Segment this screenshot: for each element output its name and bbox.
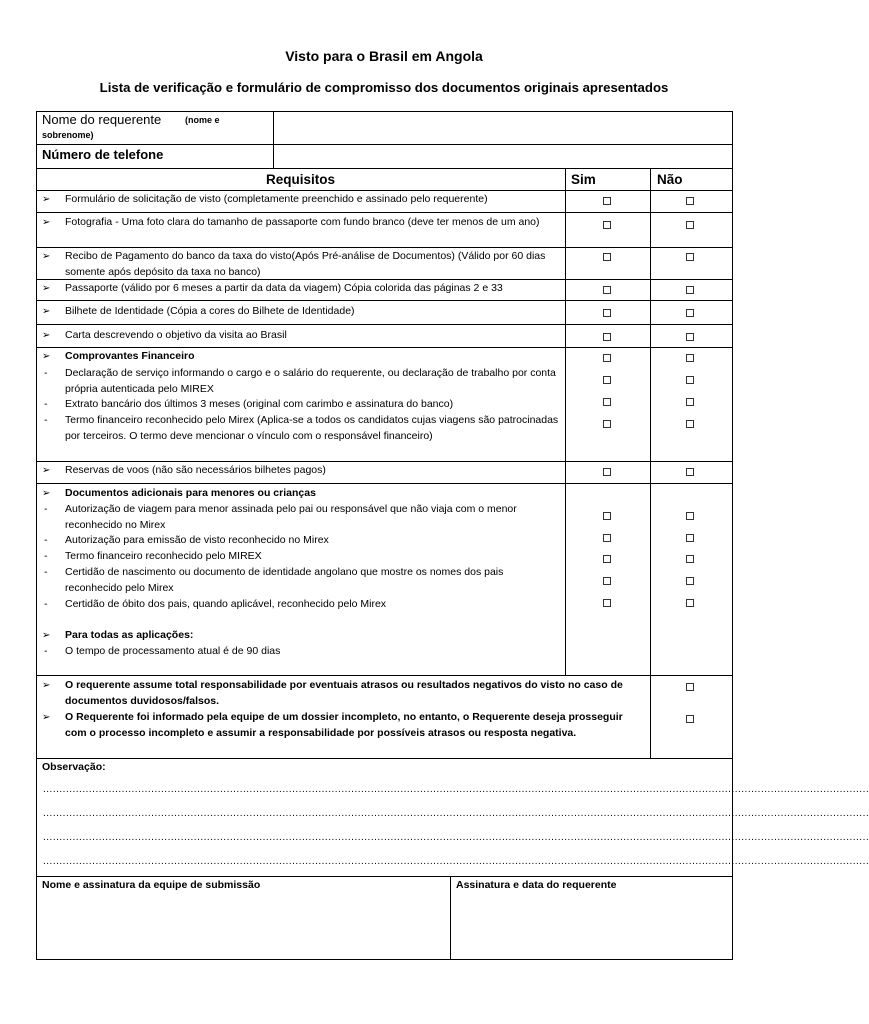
yes-checkbox[interactable] [603,398,611,406]
team-signature-field[interactable] [38,895,448,958]
no-checkbox[interactable] [686,197,694,205]
financial-item-1: Declaração de serviço informando o cargo e o salário do requerente, ou declaração de trabalho por conta própria autenticada pelo MIREX [65,367,556,395]
minors-item-2: Autorização para emissão de visto reconhecido no Mirex [65,534,329,546]
yes-checkbox[interactable] [603,221,611,229]
item-receipt: Recibo de Pagamento do banco da taxa do visto(Após Pré-análise de Documentos) (Válido por 60 dias somente após depósito da taxa no banco) [65,250,546,278]
yes-checkbox[interactable] [603,599,611,607]
commitment-2: O Requerente foi informado pela equipe de um dossier incompleto, no entanto, o Requerente deseja prosseguir com o processo incompleto e assumir a responsabilidade por possíveis atrasos ou resposta negativa. [65,711,623,739]
no-checkbox[interactable] [686,221,694,229]
minors-item-4: Certidão de nascimento ou documento de identidade angolano que mostre os nomes dos pais reconhecido pelo Mirex [65,566,504,594]
yes-checkbox[interactable] [603,420,611,428]
observation-line[interactable]: ............................................................................................................................................................................................................................................................ [43,832,869,843]
dash-bullet: - [44,534,48,546]
row-divider [36,324,733,325]
applicant-name-label: Nome do requerente [42,112,162,127]
phone-label: Número de telefone [42,147,164,162]
row-divider [36,876,733,877]
row-divider [36,483,733,484]
all-applications-heading: Para todas as aplicações: [65,629,194,641]
row-divider [36,168,733,169]
yes-checkbox[interactable] [603,309,611,317]
no-checkbox[interactable] [686,468,694,476]
financial-item-3: Termo financeiro reconhecido pelo Mirex (Aplica-se a todos os candidatos cujas viagens são patrocinadas por terceiros. O termo deve mencionar o vínculo com o responsável financeiro) [65,414,559,442]
column-divider [565,168,566,675]
commitment-2-checkbox[interactable] [686,715,694,723]
commitment-1-checkbox[interactable] [686,683,694,691]
observation-line[interactable]: ............................................................................................................................................................................................................................................................ [43,808,869,819]
row-divider [36,247,733,248]
arrow-bullet-icon: ➢ [42,465,51,476]
requirements-header: Requisitos [265,172,335,187]
column-divider [450,876,451,960]
row-divider [36,300,733,301]
yes-checkbox[interactable] [603,376,611,384]
yes-checkbox[interactable] [603,197,611,205]
item-flights: Reservas de voos (não são necessários bilhetes pagos) [65,464,326,476]
commitment-1: O requerente assume total responsabilidade por eventuais atrasos ou resultados negativos do visto no caso de documentos duvidosos/falsos. [65,679,623,707]
item-id-card: Bilhete de Identidade (Cópia a cores do Bilhete de Identidade) [65,305,355,317]
arrow-bullet-icon: ➢ [42,351,51,362]
applicant-signature-field[interactable] [452,895,731,958]
dash-bullet: - [44,367,48,379]
row-divider [36,758,733,759]
dash-bullet: - [44,414,48,426]
yes-checkbox[interactable] [603,534,611,542]
no-checkbox[interactable] [686,577,694,585]
row-divider [36,461,733,462]
no-checkbox[interactable] [686,253,694,261]
no-header: Não [657,172,683,187]
arrow-bullet-icon: ➢ [42,283,51,294]
applicant-name-field[interactable] [275,112,731,143]
yes-header: Sim [571,172,596,187]
page-subtitle: Lista de verificação e formulário de compromisso dos documentos originais apresentados [99,80,669,95]
yes-checkbox[interactable] [603,253,611,261]
row-divider [36,190,733,191]
no-checkbox[interactable] [686,398,694,406]
yes-checkbox[interactable] [603,333,611,341]
arrow-bullet-icon: ➢ [42,194,51,205]
dash-bullet: - [44,566,48,578]
processing-time: O tempo de processamento atual é de 90 dias [65,645,281,657]
dash-bullet: - [44,645,48,657]
yes-checkbox[interactable] [603,555,611,563]
applicant-name-hint: (nome e sobrenome) [42,115,220,140]
row-divider [36,212,733,213]
item-letter: Carta descrevendo o objetivo da visita ao Brasil [65,329,287,341]
column-divider [650,168,651,758]
minors-item-3: Termo financeiro reconhecido pelo MIREX [65,550,262,562]
dash-bullet: - [44,598,48,610]
minors-item-1: Autorização de viagem para menor assinada pelo pai ou responsável que não viaja com o menor reconhecido no Mirex [65,503,517,531]
row-divider [36,675,733,676]
financial-heading: Comprovantes Financeiro [65,350,195,362]
item-photo: Fotografia - Uma foto clara do tamanho de passaporte com fundo branco (deve ter menos de um ano) [65,216,540,228]
no-checkbox[interactable] [686,333,694,341]
arrow-bullet-icon: ➢ [42,217,51,228]
no-checkbox[interactable] [686,354,694,362]
yes-checkbox[interactable] [603,468,611,476]
no-checkbox[interactable] [686,286,694,294]
no-checkbox[interactable] [686,534,694,542]
item-passport: Passaporte (válido por 6 meses a partir da data da viagem) Cópia colorida das páginas 2 e 33 [65,282,503,294]
row-divider [36,347,733,348]
yes-checkbox[interactable] [603,577,611,585]
observation-line[interactable]: ............................................................................................................................................................................................................................................................ [43,856,869,867]
dash-bullet: - [44,503,48,515]
arrow-bullet-icon: ➢ [42,330,51,341]
observation-label: Observação: [42,761,106,773]
arrow-bullet-icon: ➢ [42,630,51,641]
minors-heading: Documentos adicionais para menores ou crianças [65,487,316,499]
no-checkbox[interactable] [686,512,694,520]
arrow-bullet-icon: ➢ [42,251,51,262]
yes-checkbox[interactable] [603,354,611,362]
arrow-bullet-icon: ➢ [42,712,51,723]
minors-item-5: Certidão de óbito dos pais, quando aplicável, reconhecido pelo Mirex [65,598,387,610]
arrow-bullet-icon: ➢ [42,680,51,691]
dash-bullet: - [44,398,48,410]
column-divider [273,111,274,168]
no-checkbox[interactable] [686,376,694,384]
no-checkbox[interactable] [686,309,694,317]
no-checkbox[interactable] [686,555,694,563]
financial-item-2: Extrato bancário dos últimos 3 meses (original com carimbo e assinatura do banco) [65,398,454,410]
item-form: Formulário de solicitação de visto (completamente preenchido e assinado pelo requerente) [65,193,488,205]
applicant-signature-label: Assinatura e data do requerente [456,879,617,891]
no-checkbox[interactable] [686,599,694,607]
observation-line[interactable]: ............................................................................................................................................................................................................................................................ [43,784,869,795]
page-title: Visto para o Brasil em Angola [285,48,483,64]
phone-field[interactable] [275,145,731,167]
arrow-bullet-icon: ➢ [42,488,51,499]
yes-checkbox[interactable] [603,512,611,520]
yes-checkbox[interactable] [603,286,611,294]
no-checkbox[interactable] [686,420,694,428]
team-signature-label: Nome e assinatura da equipe de submissão [42,879,261,891]
dash-bullet: - [44,550,48,562]
arrow-bullet-icon: ➢ [42,306,51,317]
